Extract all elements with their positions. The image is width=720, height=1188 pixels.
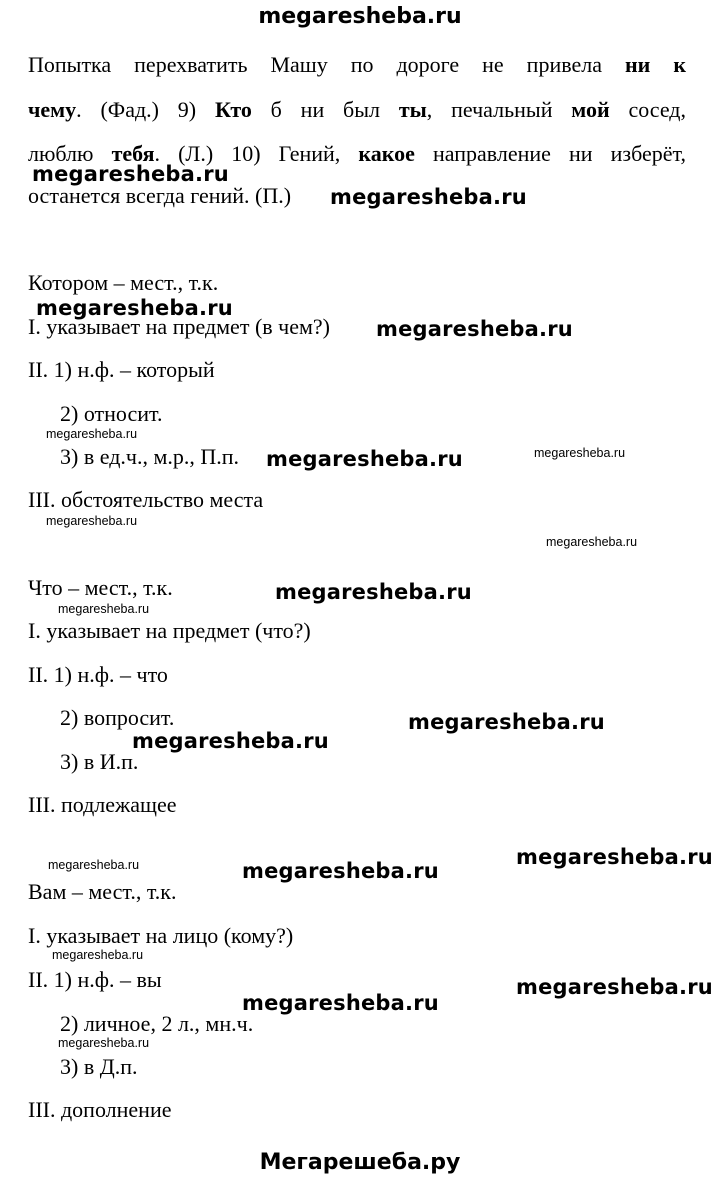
watermark: megaresheba.ru — [32, 162, 229, 186]
header-watermark: megaresheba.ru — [258, 4, 462, 29]
intro-bold: какое — [358, 141, 415, 166]
block-line: I. указывает на предмет (в чем?) — [28, 314, 330, 339]
block-heading: Вам – мест., т.к. — [28, 879, 177, 904]
watermark: megaresheba.ru — [408, 710, 605, 734]
watermark: megaresheba.ru — [275, 580, 472, 604]
watermark: megaresheba.ru — [58, 602, 150, 616]
watermark: megaresheba.ru — [376, 317, 573, 341]
block-line: I. указывает на предмет (что?) — [28, 618, 311, 643]
watermark: megaresheba.ru — [330, 185, 527, 209]
block-line: 2) личное, 2 л., мн.ч. — [60, 1011, 254, 1036]
block-line: 3) в И.п. — [60, 749, 139, 774]
watermark: megaresheba.ru — [36, 296, 233, 320]
watermark: megaresheba.ru — [516, 845, 713, 869]
intro-bold: ни к — [624, 52, 686, 77]
intro-text: сосед, — [609, 97, 686, 122]
block-heading: Котором – мест., т.к. — [28, 270, 219, 295]
intro-text: Попытка перехватить Машу по дороге не привела — [28, 52, 625, 77]
block-line: III. подлежащее — [28, 792, 177, 817]
watermark: megaresheba.ru — [58, 1036, 150, 1050]
watermark: megaresheba.ru — [242, 991, 439, 1015]
intro-text: б ни был — [251, 97, 399, 122]
block-line: III. обстоятельство места — [28, 487, 264, 512]
block-line: 3) в Д.п. — [60, 1054, 138, 1079]
intro-text: люблю — [28, 141, 112, 166]
watermark: megaresheba.ru — [46, 427, 138, 441]
intro-text: . (Фад.) 9) — [76, 97, 215, 122]
watermark: megaresheba.ru — [48, 858, 140, 872]
intro-text: направление ни изберёт, — [414, 141, 686, 166]
watermark: megaresheba.ru — [516, 975, 713, 999]
block-line: I. указывает на лицо (кому?) — [28, 923, 294, 948]
intro-bold: ты — [398, 97, 427, 122]
block-line: II. 1) н.ф. – вы — [28, 967, 162, 992]
watermark: megaresheba.ru — [52, 948, 144, 962]
footer-watermark: Мегарешеба.ру — [259, 1150, 461, 1175]
block-line: II. 1) н.ф. – что — [28, 662, 168, 687]
block-line: 3) в ед.ч., м.р., П.п. — [60, 444, 240, 469]
watermark: megaresheba.ru — [46, 514, 138, 528]
block-heading: Что – мест., т.к. — [28, 575, 173, 600]
block-line: III. дополнение — [28, 1097, 172, 1122]
intro-text: . (Л.) 10) Гений, — [154, 141, 359, 166]
watermark: megaresheba.ru — [546, 535, 638, 549]
watermark: megaresheba.ru — [132, 729, 329, 753]
block-line: II. 1) н.ф. – который — [28, 357, 215, 382]
intro-line-1 — [28, 52, 686, 78]
intro-text: , печальный — [426, 97, 572, 122]
intro-bold: чему — [28, 97, 77, 122]
intro-bold: Кто — [214, 97, 252, 122]
intro-line-4: останется всегда гений. (П.) — [28, 183, 292, 208]
intro-bold: тебя — [111, 141, 155, 166]
block-line: 2) вопросит. — [60, 705, 175, 730]
block-line: 2) относит. — [60, 401, 163, 426]
watermark: megaresheba.ru — [266, 447, 463, 471]
intro-line-2 — [28, 97, 686, 123]
watermark: megaresheba.ru — [534, 446, 626, 460]
intro-bold: мой — [571, 97, 610, 122]
watermark: megaresheba.ru — [242, 859, 439, 883]
